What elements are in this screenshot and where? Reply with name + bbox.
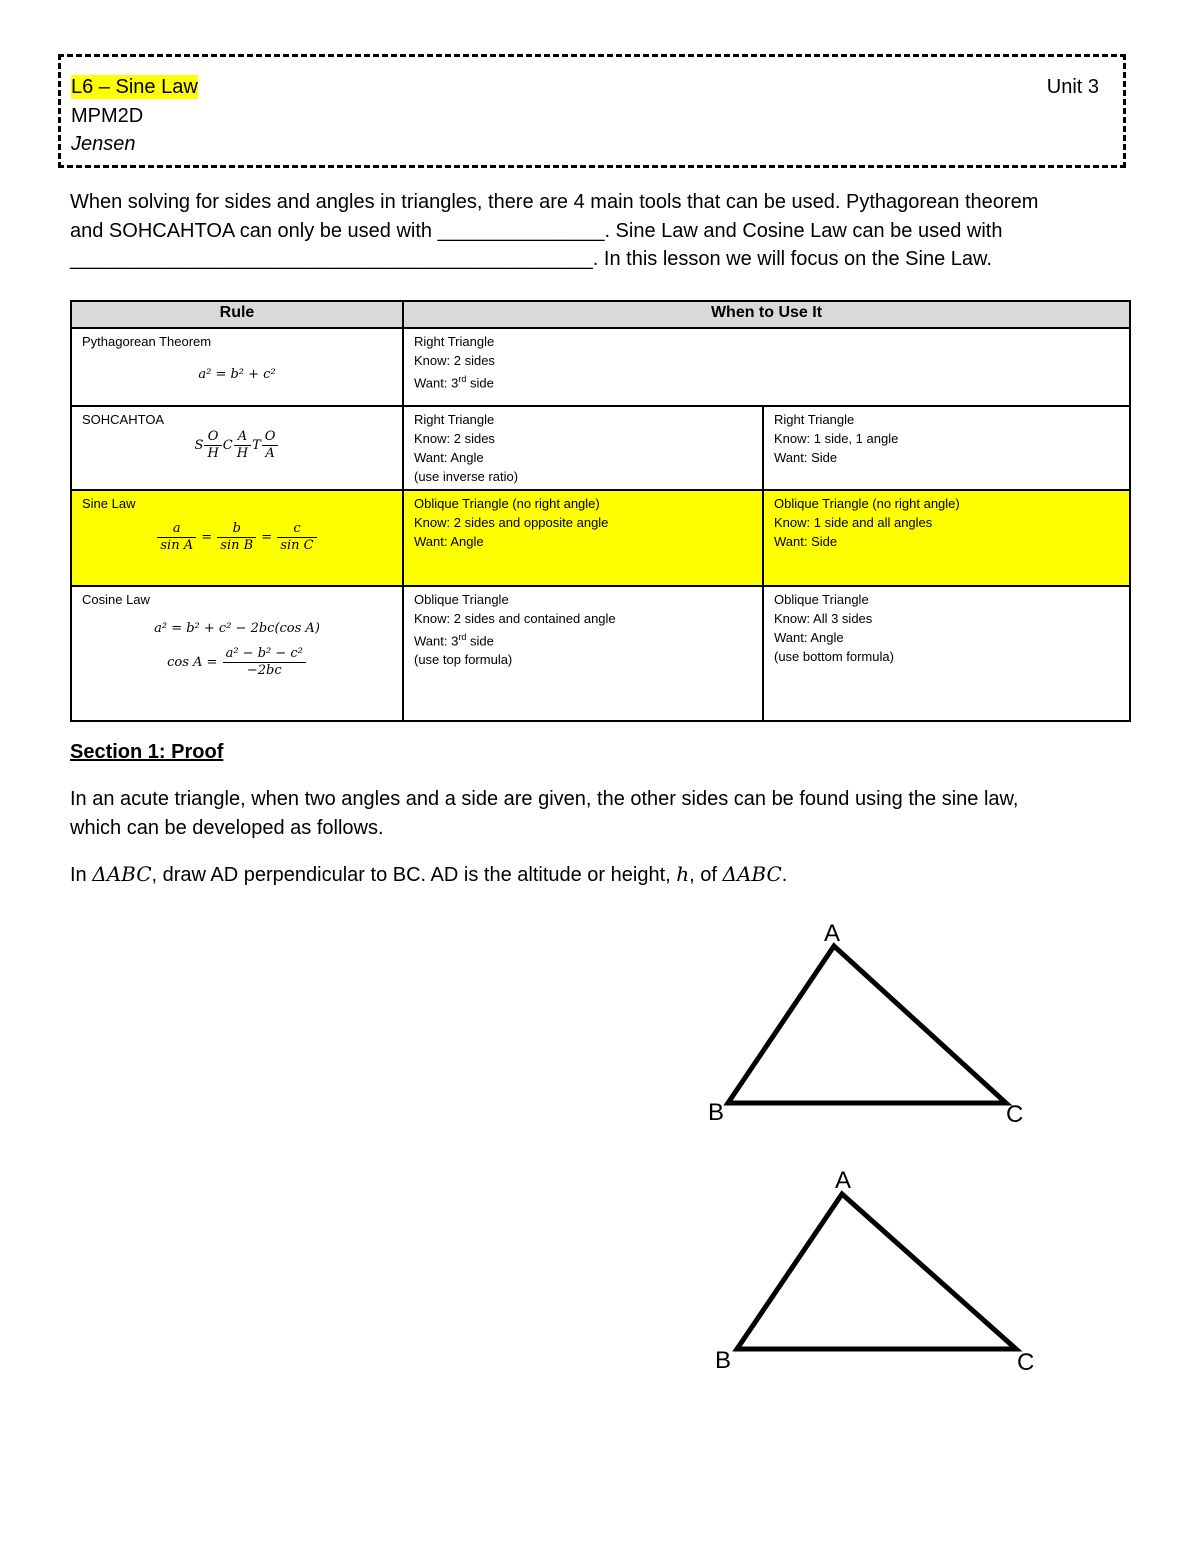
use-cell [763, 490, 1130, 586]
use-line: Want: Angle [774, 630, 844, 645]
rule-cell [71, 406, 403, 490]
use-line: Oblique Triangle [774, 592, 869, 607]
author-name: Jensen [71, 133, 136, 155]
use-line: Right Triangle [414, 412, 495, 427]
table-row [71, 586, 1130, 721]
course-code: MPM2D [71, 105, 144, 127]
unit-label: Unit 3 [1046, 76, 1099, 98]
use-line: Want: 3rd side [414, 632, 494, 649]
sine-law-formula: $\frac{a}{\text{sin A}}$ = $\frac{b}{\text{sin B}}$ = $\frac{c}{\text{sin C}}$ [82, 521, 392, 554]
use-line: Know: 2 sides [414, 431, 495, 446]
rule-name: Cosine Law [82, 592, 150, 607]
intro-line: _______________________________________________. In this lesson we will focus on the Sine Law. [70, 248, 992, 270]
vertex-label-a: A [835, 1167, 852, 1194]
instruction-line: In ΔABC, draw AD perpendicular to BC. AD is the altitude or height, h, of ΔABC. [70, 862, 788, 886]
intro-line: When solving for sides and angles in triangles, there are 4 main tools that can be used. Pythagorean theorem [70, 191, 1039, 213]
rule-name: SOHCAHTOA [82, 412, 165, 427]
use-line: Oblique Triangle (no right angle) [774, 496, 960, 511]
use-line: Oblique Triangle (no right angle) [414, 496, 600, 511]
vertex-label-b: B [708, 1099, 725, 1126]
table-header-row [71, 301, 1130, 328]
header-box [58, 54, 1126, 168]
use-line: (use inverse ratio) [414, 469, 519, 484]
triangle-abc [728, 946, 1006, 1103]
triangle-diagram-2 [700, 1162, 1050, 1382]
use-cell [403, 406, 763, 490]
sohcahtoa-formula: S $\frac{O}{H}$ C $\frac{A}{H}$ T $\frac{O}{A}$ [82, 429, 392, 462]
header-when: When to Use It [403, 301, 1130, 328]
header-rule: Rule [71, 301, 403, 328]
use-cell [403, 586, 763, 721]
use-line: Know: 1 side and all angles [774, 515, 933, 530]
table-row [71, 328, 1130, 406]
vertex-label-c: C [1017, 1349, 1035, 1376]
cosine-law-formula: a² = b² + c² − 2bc(cos A) [154, 621, 320, 636]
rule-name: Sine Law [82, 496, 136, 511]
use-line: Know: 2 sides and contained angle [414, 611, 616, 626]
rule-cell [71, 328, 403, 406]
table-row-highlighted [71, 490, 1130, 586]
cosine-law-inverse-formula: cos A = $\frac{\text{a² − b² − c²}}{-2bc}$ [82, 646, 392, 679]
proof-line: In an acute triangle, when two angles and a side are given, the other sides can be found using the sine law, [70, 788, 1019, 810]
use-line: Want: Angle [414, 534, 484, 549]
vertex-label-a: A [824, 920, 841, 947]
section-title: Section 1: Proof [70, 741, 224, 763]
vertex-label-c: C [1006, 1101, 1024, 1128]
use-cell [763, 406, 1130, 490]
instruction-paragraph [70, 860, 1140, 890]
rules-table [70, 300, 1131, 722]
rule-cell [71, 586, 403, 721]
lesson-title: L6 – Sine Law [71, 76, 198, 98]
rule-name: Pythagorean Theorem [82, 334, 212, 349]
use-line: Want: Side [774, 450, 838, 465]
table-row [71, 406, 1130, 490]
use-line: (use top formula) [414, 652, 513, 668]
use-cell [403, 490, 763, 586]
triangle-diagram-1 [700, 915, 1040, 1130]
use-line: Know: 2 sides [414, 353, 495, 368]
use-line: Know: 2 sides and opposite angle [414, 515, 609, 530]
triangle-abc [737, 1194, 1016, 1349]
pythagorean-formula: a² = b² + c² [198, 367, 276, 382]
rule-cell [71, 490, 403, 586]
use-line: Want: 3rd side [414, 374, 494, 391]
use-cell [403, 328, 1130, 406]
use-line: Know: All 3 sides [774, 611, 873, 626]
proof-paragraph [70, 785, 1140, 842]
use-line: Right Triangle [774, 412, 855, 427]
proof-line: which can be developed as follows. [70, 816, 384, 839]
use-line: Oblique Triangle [414, 592, 509, 607]
intro-paragraph [70, 188, 1140, 274]
use-line: Want: Angle [414, 450, 484, 465]
vertex-label-b: B [715, 1347, 732, 1374]
use-line: Right Triangle [414, 334, 495, 349]
use-line: Know: 1 side, 1 angle [774, 431, 899, 446]
use-cell [763, 586, 1130, 721]
use-line: (use bottom formula) [774, 649, 894, 664]
use-line: Want: Side [774, 534, 838, 549]
intro-line: and SOHCAHTOA can only be used with _______________. Sine Law and Cosine Law can be used with [70, 219, 1003, 242]
